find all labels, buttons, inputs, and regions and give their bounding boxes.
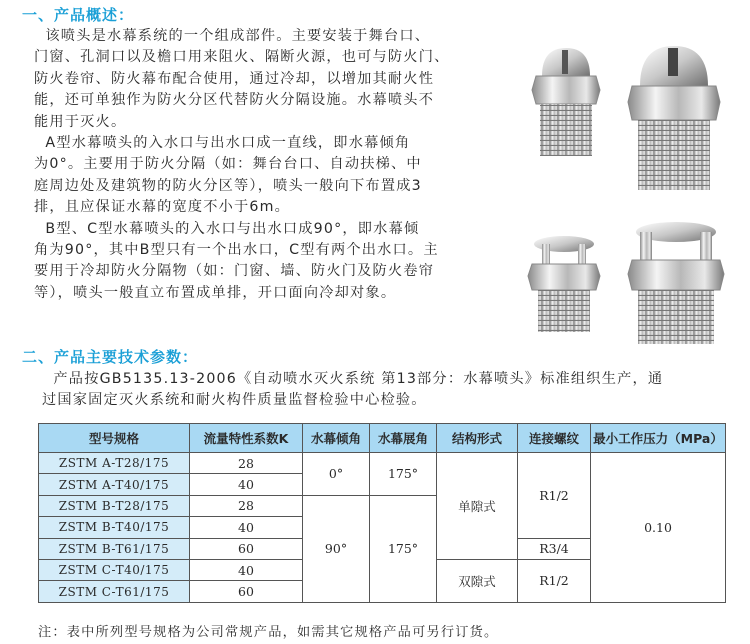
col-header-angle: 水幕倾角 xyxy=(303,424,370,453)
overview-line: 庭周边处及建筑物的防火分区等），喷头一般向下布置成3 xyxy=(34,177,422,194)
overview-line: 角为90°，其中B型只有一个出水口，C型有两个出水口。主 xyxy=(34,242,439,258)
col-header-thread: 连接螺纹 xyxy=(518,424,591,453)
col-header-structure: 结构形式 xyxy=(437,424,518,453)
cell-thread-b61: R3/4 xyxy=(518,538,591,559)
overview-line: 排，且应保证水幕的宽度不小于6m。 xyxy=(34,199,291,216)
col-header-pressure: 最小工作压力（MPa） xyxy=(591,424,726,453)
cell-angle-a: 0° xyxy=(303,453,370,496)
col-header-k: 流量特性系数K xyxy=(190,424,303,453)
cell-k: 28 xyxy=(190,495,303,516)
col-header-model: 型号规格 xyxy=(39,424,190,453)
overview-line: 要用于冷却防火分隔物（如：门窗、墙、防火门及防火卷帘 xyxy=(34,263,435,280)
overview-line: A型水幕喷头的入水口与出水口成一直线，即水幕倾角 xyxy=(34,135,411,151)
overview-line: 为0°。主要用于防火分隔（如：舞台台口、自动扶梯、中 xyxy=(34,156,422,173)
cell-model: ZSTM A-T28/175 xyxy=(39,453,190,474)
cell-model: ZSTM B-T61/175 xyxy=(39,538,190,559)
cell-model: ZSTM B-T40/175 xyxy=(39,517,190,538)
cell-angle-bc: 90° xyxy=(303,495,370,602)
sprinkler-heads-image xyxy=(502,6,748,346)
cell-k: 40 xyxy=(190,517,303,538)
overview-line: 防火卷帘、防火幕布配合使用，通过冷却，以增加其耐火性 xyxy=(34,70,435,87)
table-header-row xyxy=(39,424,726,453)
overview-line: B型、C型水幕喷头的入水口与出水口成90°，即水幕倾 xyxy=(34,220,420,237)
params-heading: 二、产品主要技术参数： xyxy=(22,348,199,366)
cell-structure-double: 双隙式 xyxy=(437,559,518,602)
cell-model: ZSTM B-T28/175 xyxy=(39,495,190,516)
product-photo xyxy=(502,6,748,346)
cell-model: ZSTM C-T61/175 xyxy=(39,581,190,602)
params-line-2: 过国家固定灭火系统和耐火构件质量监督检验中心检验。 xyxy=(42,392,427,408)
table-row xyxy=(39,453,726,474)
cell-k: 40 xyxy=(190,559,303,580)
cell-pressure: 0.10 xyxy=(591,453,726,603)
cell-thread-a: R1/2 xyxy=(518,453,591,539)
cell-spread-bc: 175° xyxy=(370,495,437,602)
overview-line: 等），喷头一般直立布置成单排，开口面向冷却对象。 xyxy=(34,284,397,301)
overview-line: 能用于灭火。 xyxy=(34,113,127,130)
overview-line: 该喷头是水幕系统的一个组成部件。主要安装于舞台口、 xyxy=(34,28,431,44)
col-header-spread: 水幕展角 xyxy=(370,424,437,453)
footnote: 注：表中所列型号规格为公司常规产品，如需其它规格产品可另行订货。 xyxy=(38,625,499,640)
cell-structure-single: 单隙式 xyxy=(437,453,518,560)
cell-k: 60 xyxy=(190,538,303,559)
cell-model: ZSTM A-T40/175 xyxy=(39,474,190,495)
cell-thread-c: R1/2 xyxy=(518,559,591,602)
overview-line: 能，还可单独作为防火分区代替防火分隔设施。水幕喷头不 xyxy=(34,92,435,109)
cell-model: ZSTM C-T40/175 xyxy=(39,559,190,580)
cell-k: 40 xyxy=(190,474,303,495)
overview-line: 门窗、孔洞口以及檐口用来阻火、隔断火源，也可与防火门、 xyxy=(34,49,450,66)
spec-table xyxy=(38,423,726,603)
cell-k: 28 xyxy=(190,453,303,474)
overview-heading: 一、产品概述： xyxy=(22,6,135,24)
cell-spread-a: 175° xyxy=(370,453,437,496)
cell-k: 60 xyxy=(190,581,303,602)
params-line-1: 产品按GB5135.13-2006《自动喷水灭火系统 第13部分：水幕喷头》标准组织生产，通 xyxy=(42,371,664,387)
